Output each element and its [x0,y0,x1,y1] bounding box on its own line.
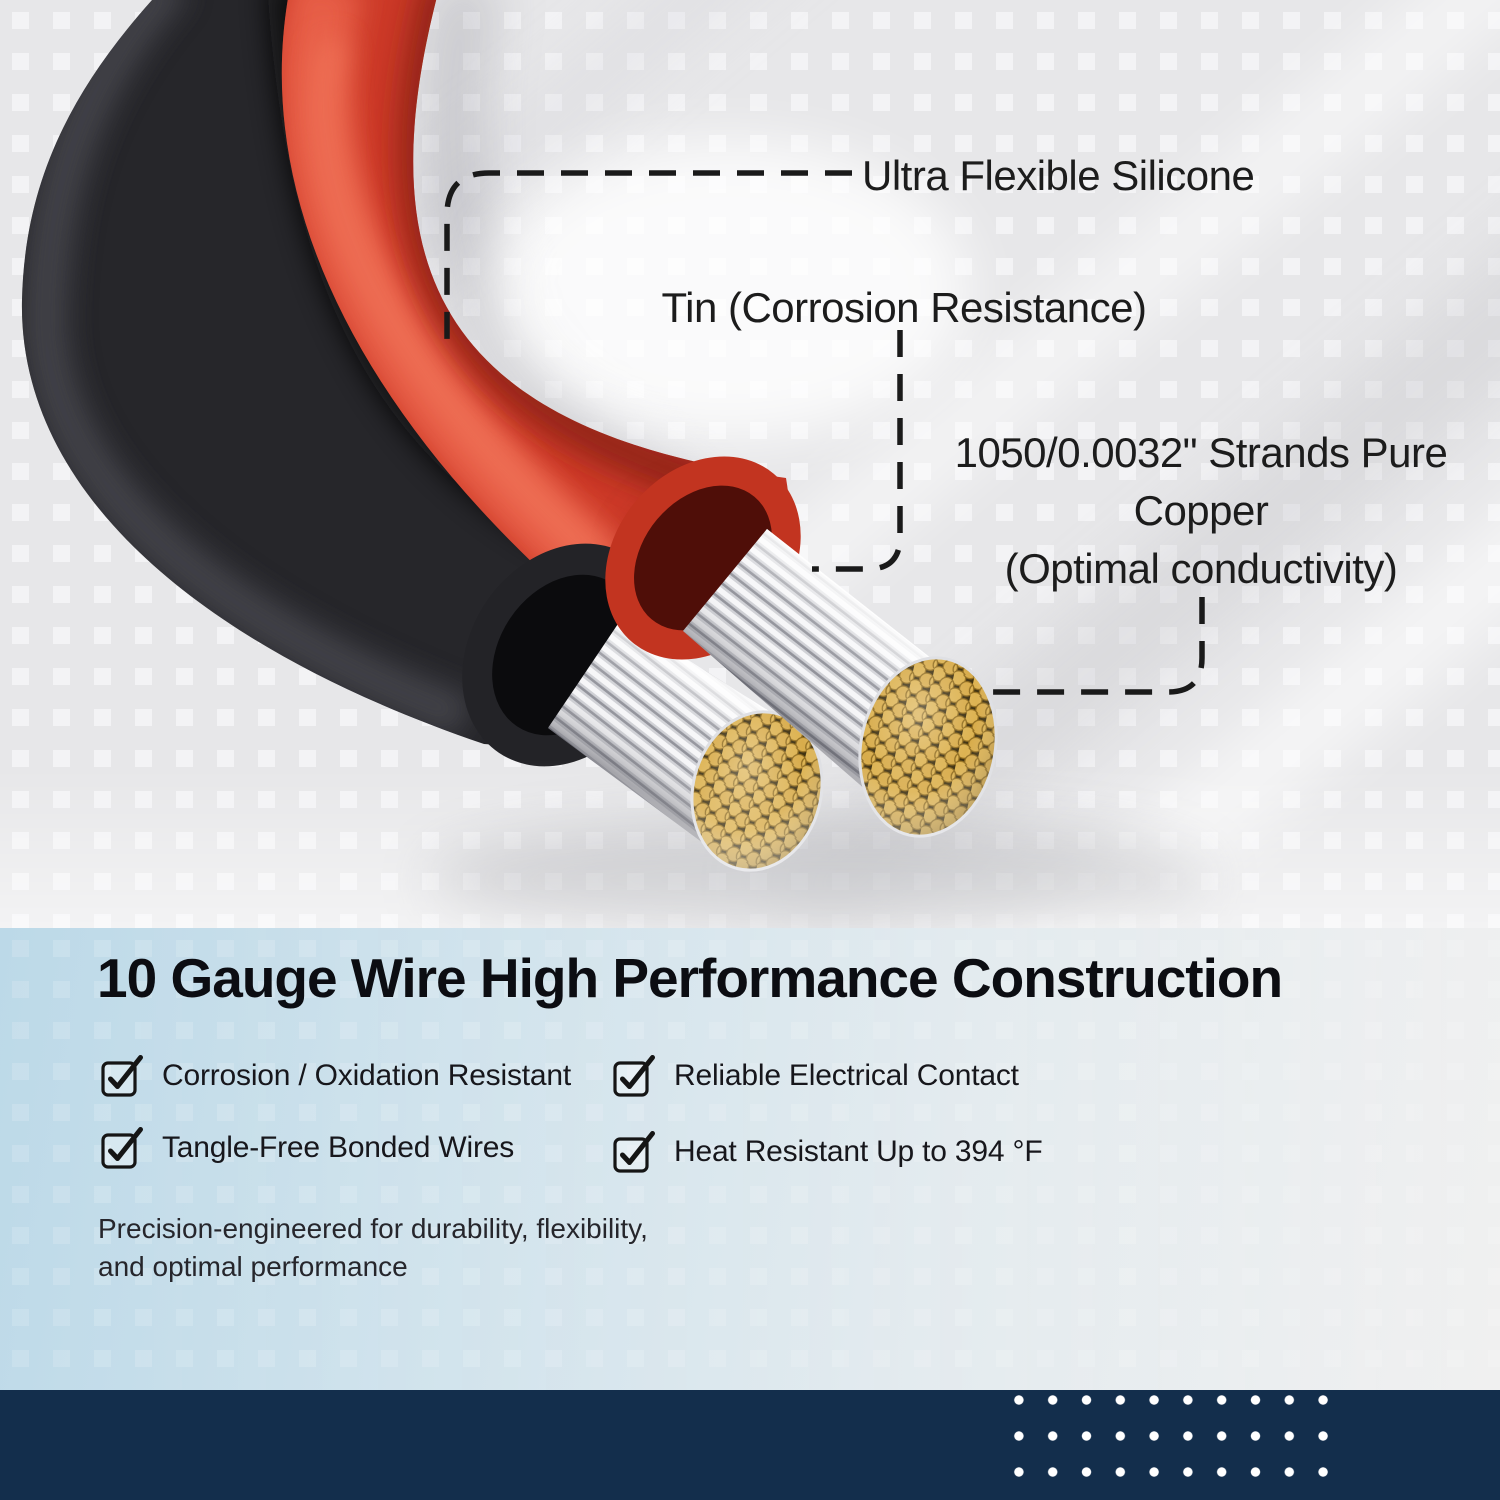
checkbox-checked-icon [612,1130,658,1174]
callout-copper-line-2: Copper [1133,487,1269,534]
feature-label: Tangle-Free Bonded Wires [162,1131,515,1164]
footer-bar [0,1390,1500,1500]
feature-item [612,1053,1019,1099]
checkbox-checked-icon [100,1126,146,1170]
callout-tin-label: Tin (Corrosion Resistance) [661,284,1147,331]
tagline-line-1: Precision-engineered for durability, flexibility, [98,1213,648,1244]
callout-copper-label [921,424,1481,598]
feature-label: Heat Resistant Up to 394 °F [674,1135,1043,1168]
feature-item [100,1125,514,1171]
info-section [0,928,1500,1390]
dot-grid-decoration [1002,1390,1340,1500]
callout-copper-line-3: (Optimal conductivity) [1004,545,1398,592]
tagline-note [98,1210,648,1286]
feature-item [612,1129,1042,1175]
section-heading: 10 Gauge Wire High Performance Construction [97,947,1283,1009]
callout-silicone-label: Ultra Flexible Silicone [862,152,1255,199]
checkbox-checked-icon [612,1054,658,1098]
feature-label: Corrosion / Oxidation Resistant [162,1059,571,1092]
feature-item [100,1053,571,1099]
callout-copper-line-1: 1050/0.0032" Strands Pure [954,429,1448,476]
tagline-line-2: and optimal performance [98,1251,408,1282]
feature-label: Reliable Electrical Contact [674,1059,1019,1092]
checkbox-checked-icon [100,1054,146,1098]
